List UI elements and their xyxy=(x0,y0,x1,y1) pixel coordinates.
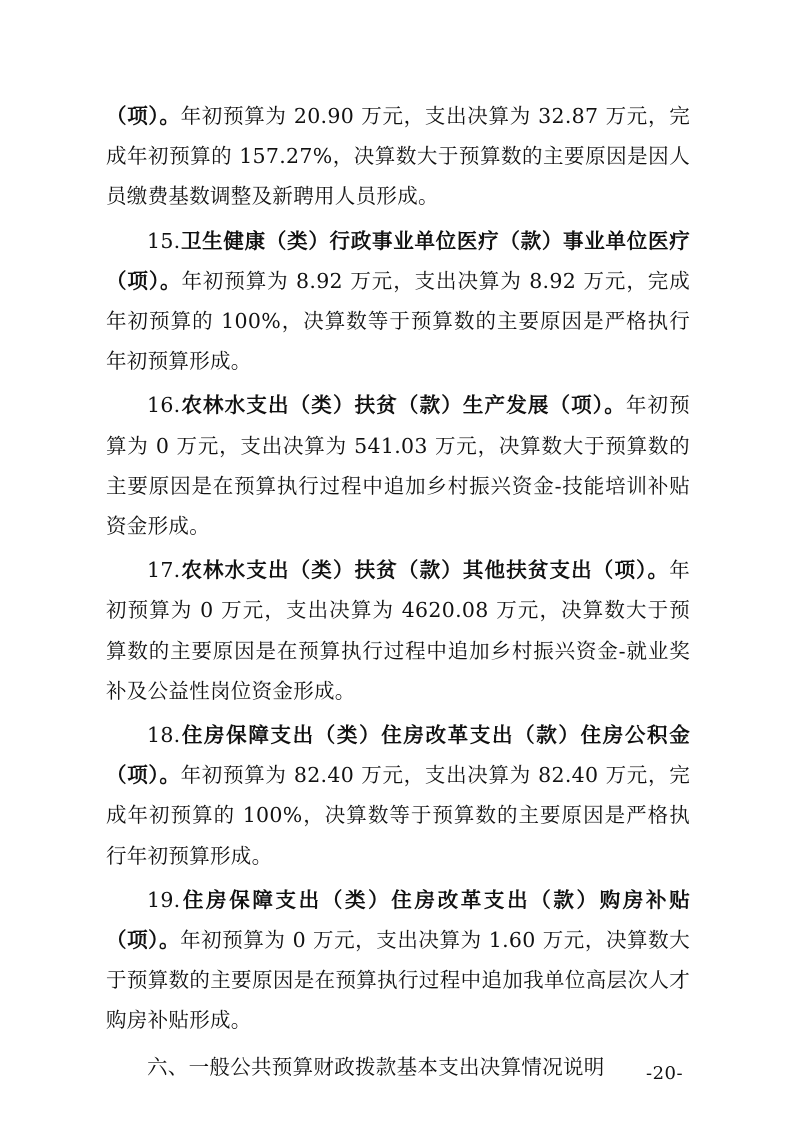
section-title: 六、一般公共预算财政拨款基本支出决算情况说明 xyxy=(147,1054,605,1079)
paragraph-body: 年初预算为 82.40 万元，支出决算为 82.40 万元，完成年初预算的 100%，决算数等于预算数的主要原因是严格执行年初预算形成。 xyxy=(106,763,690,868)
paragraph-number: 15. xyxy=(147,228,181,253)
paragraph-number: 19. xyxy=(147,887,181,912)
paragraph-number: 16. xyxy=(147,393,181,418)
paragraph-16 xyxy=(106,385,690,546)
paragraph-heading: 农林水支出（类）扶贫（款）生产发展（项）。 xyxy=(180,393,626,418)
paragraph-heading: 农林水支出（类）扶贫（款）其他扶贫支出（项）。 xyxy=(180,558,670,583)
paragraph-number: 18. xyxy=(147,723,181,748)
paragraph-body: 年初预算为 0 万元，支出决算为 1.60 万元，决算数大于预算数的主要原因是在预算执行过程中追加我单位高层次人才购房补贴形成。 xyxy=(106,928,690,1033)
paragraph-body: 年初预算为 20.90 万元，支出决算为 32.87 万元，完成年初预算的 157.27%，决算数大于预算数的主要原因是因人员缴费基数调整及新聘用人员形成。 xyxy=(106,104,690,209)
paragraph-15 xyxy=(106,221,690,382)
document-page xyxy=(106,96,690,1087)
paragraph-body: 年初预算为 8.92 万元，支出决算为 8.92 万元，完成年初预算的 100%，决算数等于预算数的主要原因是严格执行年初预算形成。 xyxy=(106,268,690,374)
paragraph-body: 年初预算为 0 万元，支出决算为 541.03 万元，决算数大于预算数的主要原因是在预算执行过程中追加乡村振兴资金-技能培训补贴资金形成。 xyxy=(106,393,690,539)
page-number: -20- xyxy=(646,1063,684,1084)
paragraph-18 xyxy=(106,715,690,876)
paragraph-heading: 住房保障支出（类）住房改革支出（款）住房公积金（项）。 xyxy=(106,723,690,788)
paragraph-number: 17. xyxy=(147,558,181,583)
paragraph-14-continued xyxy=(106,96,690,217)
paragraph-heading: （项）。 xyxy=(106,104,181,128)
paragraph-17 xyxy=(106,550,690,711)
paragraph-heading: 住房保障支出（类）住房改革支出（款）购房补贴（项）。 xyxy=(106,887,690,953)
paragraph-19 xyxy=(106,880,690,1041)
paragraph-heading: 卫生健康（类）行政事业单位医疗（款）事业单位医疗（项）。 xyxy=(106,228,690,293)
paragraph-body: 年初预算为 0 万元，支出决算为 4620.08 万元，决算数大于预算数的主要原因是在预算执行过程中追加乡村振兴资金-就业奖补及公益性岗位资金形成。 xyxy=(106,558,690,703)
